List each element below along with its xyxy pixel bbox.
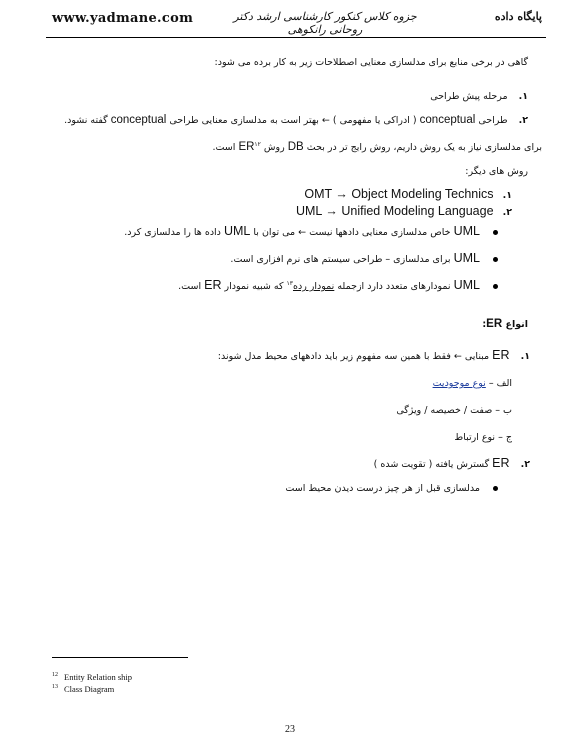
sub-item-text: ب – صفت / خصیصه / ویژگی <box>396 405 512 416</box>
bullet-text: است. <box>178 281 202 292</box>
bullet-item-4 <box>285 483 502 494</box>
er-item-2 <box>374 456 530 470</box>
sub-item-b <box>396 405 512 416</box>
term-db: DB <box>287 141 304 154</box>
term-uml: UML <box>453 251 480 265</box>
item-text: مرحله پیش طراحی <box>430 91 508 102</box>
header-title: جزوه کلاس کنکور کارشناسی ارشد دکتر روحانی رانکوهی <box>233 10 417 36</box>
item-number: ۲. <box>520 459 530 470</box>
term-er: ER <box>492 456 510 470</box>
bullet-item-2 <box>230 251 502 265</box>
sub-item-a <box>433 378 512 389</box>
footnote-number: 13 <box>52 684 58 691</box>
heading-colon: : <box>482 319 487 330</box>
method-text: OMT → Object Modeling Technics <box>304 187 494 201</box>
db-text: برای مدلسازی نیاز به یک روش داریم، روش رایج تر در بحث <box>306 142 542 154</box>
sub-item-text: ج – نوع ارتباط <box>454 432 512 443</box>
term-er: ER <box>486 318 503 330</box>
item-number: ۱. <box>518 91 528 102</box>
footnote-12 <box>52 672 132 682</box>
entity-type-link[interactable]: نوع موجودیت <box>432 378 486 389</box>
bullet-icon <box>493 486 498 491</box>
footnote-divider <box>52 657 188 658</box>
term-uml: UML <box>453 278 480 292</box>
sub-item-prefix: الف – <box>488 378 512 389</box>
bullet-text: برای مدلسازی – طراحی سیستم های نرم افزاری است. <box>230 254 451 265</box>
header-divider <box>46 37 546 38</box>
db-text: است. <box>212 142 236 154</box>
bullet-text: که شبیه نمودار <box>224 281 284 292</box>
term-er: ER <box>492 348 510 362</box>
term-conceptual: conceptual <box>110 114 167 126</box>
header-brand: پایگاه داده <box>494 10 542 23</box>
bullet-item-1 <box>124 224 502 238</box>
bullet-item-3 <box>178 278 502 292</box>
bullet-icon <box>493 257 498 262</box>
term-uml: UML <box>223 224 251 238</box>
db-text: روش <box>263 142 285 154</box>
bullet-text: داده ها را مدلسازی کرد. <box>124 227 221 238</box>
page-number: 23 <box>285 724 295 735</box>
item-text: طراحی <box>478 115 508 126</box>
bullet-icon <box>493 230 498 235</box>
item-number: ۱. <box>502 190 512 201</box>
term-conceptual: conceptual <box>419 114 476 126</box>
bullet-text: نمودارهای متعدد دارد ازجمله <box>337 281 451 292</box>
item-number: ۱. <box>520 351 530 362</box>
intro-text: گاهی در برخی منابع برای مدلسازی معنایی اصطلاحات زیر به کار برده می شود: <box>214 57 528 68</box>
method-item-1 <box>304 187 512 201</box>
other-methods-heading <box>465 166 528 177</box>
heading-text: روش های دیگر: <box>465 166 528 177</box>
er-types-heading <box>482 318 528 330</box>
term-er: ER <box>238 141 255 154</box>
bullet-text: خاص مدلسازی معنایی دادهها نیست ← می توان با <box>253 227 451 238</box>
underlined-term: نمودار رده <box>292 281 335 292</box>
list-item-1 <box>430 91 528 102</box>
er-item-1 <box>218 348 530 362</box>
footnote-text: Entity Relation ship <box>64 672 132 682</box>
sub-item-c <box>454 432 512 443</box>
term-er: ER <box>204 278 222 292</box>
footnote-number: 12 <box>52 672 58 679</box>
db-paragraph <box>212 141 542 153</box>
footnote-text: Class Diagram <box>64 684 115 694</box>
list-item-2 <box>64 114 528 126</box>
item-number: ۲. <box>502 207 512 218</box>
term-uml: UML <box>453 224 480 238</box>
intro-paragraph <box>215 57 528 68</box>
item-text: مبنایی ← فقط با همین سه مفهوم زیر باید دادههای محیط مدل شوند: <box>217 351 490 362</box>
bullet-text: مدلسازی قبل از هر چیز درست دیدن محیط است <box>285 483 480 494</box>
item-number: ۲. <box>518 115 528 126</box>
footnote-13 <box>52 684 114 694</box>
footnote-ref: ۱۳ <box>286 279 293 287</box>
footnote-ref: ۱۲ <box>254 141 261 148</box>
item-text: گسترش یافته ( تقویت شده ) <box>373 459 490 470</box>
method-item-2 <box>296 204 512 218</box>
heading-text: انواع <box>505 319 528 330</box>
item-text: ( ادراکی یا مفهومی ) ← بهتر است به مدلسازی معنایی طراحی <box>169 115 417 126</box>
header-site-url: www.yadmane.com <box>52 11 194 26</box>
item-text: گفته نشود. <box>64 115 108 126</box>
method-text: UML → Unified Modeling Language <box>295 204 494 218</box>
bullet-icon <box>493 284 498 289</box>
